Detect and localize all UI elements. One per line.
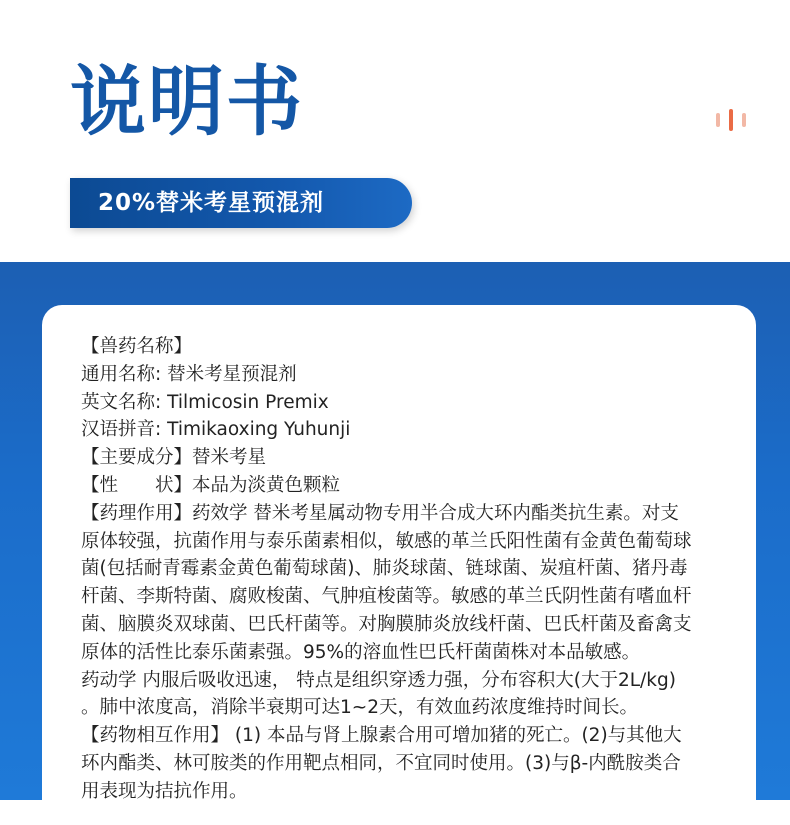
content-card	[42, 305, 756, 825]
drug-interaction-line: 环内酯类、林可胺类的作用靶点相同，不宜同时使用。(3)与β-内酰胺类合	[81, 752, 681, 774]
decorative-bar-icon	[729, 109, 733, 131]
header-area	[0, 0, 790, 262]
main-ingredient-line: 【主要成分】替米考星	[81, 447, 267, 469]
document-text	[81, 333, 741, 806]
product-name-banner	[70, 178, 412, 228]
appearance-line: 【性 状】本品为淡黄色颗粒	[81, 474, 341, 496]
pharmacokinetics-line: 药动学 内服后吸收迅速， 特点是组织穿透力强，分布容积大(大于2L/kg)	[81, 669, 676, 691]
pharmacology-line: 菌(包括耐青霉素金黄色葡萄球菌)、肺炎球菌、链球菌、炭疽杆菌、猪丹毒	[81, 558, 688, 580]
drug-interaction-line: 用表现为拮抗作用。	[81, 780, 248, 802]
pharmacology-line: 菌、脑膜炎双球菌、巴氏杆菌等。对胸膜肺炎放线杆菌、巴氏杆菌及畜禽支	[81, 613, 692, 635]
generic-name-line: 通用名称: 替米考星预混剂	[81, 363, 297, 385]
page-title: 说明书	[70, 57, 304, 146]
drug-interaction-line: 【药物相互作用】 (1) 本品与肾上腺素合用可增加猪的死亡。(2)与其他大	[81, 725, 682, 747]
english-name-line: 英文名称: Tilmicosin Premix	[81, 391, 329, 413]
pharmacology-line: 杆菌、李斯特菌、腐败梭菌、气肿疽梭菌等。敏感的革兰氏阴性菌有嗜血杆	[81, 586, 692, 608]
pharmacology-line: 原体较强，抗菌作用与泰乐菌素相似，敏感的革兰氏阳性菌有金黄色葡萄球	[81, 530, 692, 552]
product-name: 20%替米考星预混剂	[98, 190, 325, 216]
pinyin-name-line: 汉语拼音: Timikaoxing Yuhunji	[81, 419, 351, 441]
pharmacology-line: 原体的活性比泰乐菌素强。95%的溶血性巴氏杆菌菌株对本品敏感。	[81, 641, 641, 663]
decorative-bar-icon	[742, 113, 746, 127]
decorative-bar-icon	[716, 113, 720, 127]
pharmacokinetics-line: 。肺中浓度高，消除半衰期可达1~2天，有效血药浓度维持时间长。	[81, 697, 639, 719]
pharmacology-line: 【药理作用】药效学 替米考星属动物专用半合成大环内酯类抗生素。对支	[81, 502, 679, 524]
section-heading-drug-name: 【兽药名称】	[81, 336, 193, 357]
